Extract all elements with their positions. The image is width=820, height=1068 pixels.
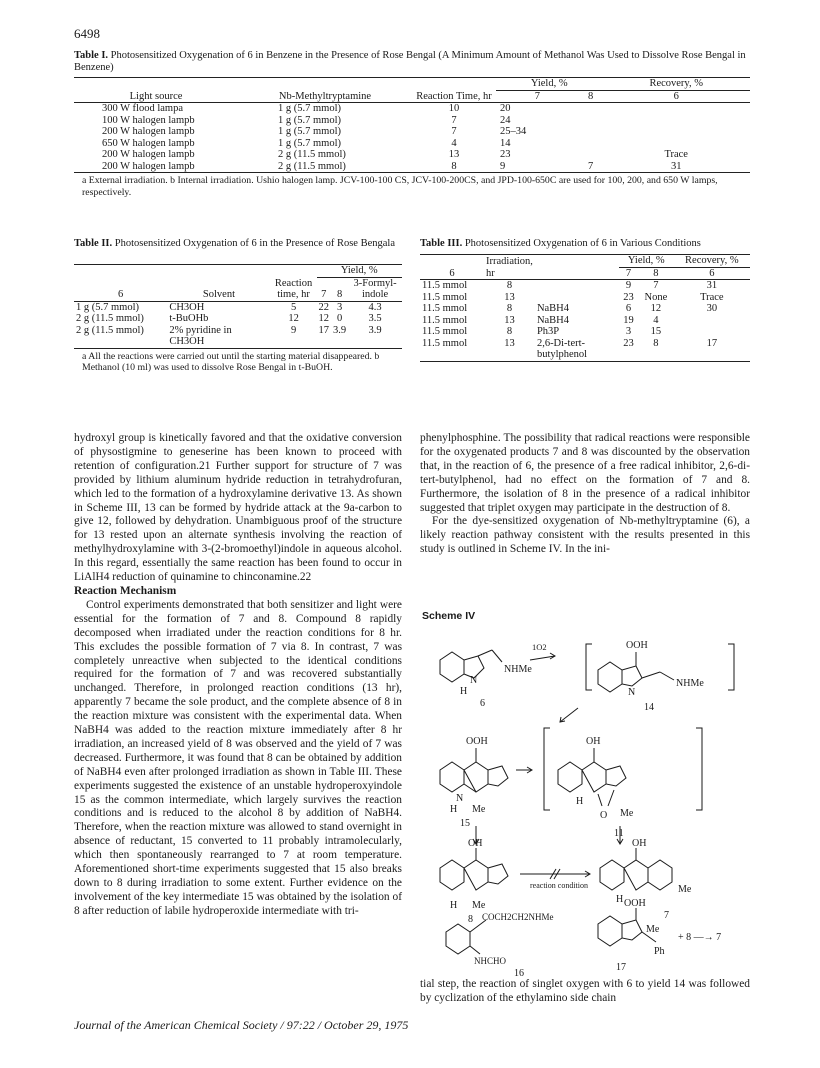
compound-11: 11 [614,828,624,839]
compound-7: 7 [664,910,669,921]
left-paragraph-2: Control experiments demonstrated that both sensitizer and light were essential for the formation of 7 and 8. Compound 8 rapidly decomposed when irradiated under the reaction conditions for 8 hr. This excludes the possible formation of 7 via 8. In contrast, 7 was completely unreactive when subjected to the identical conditions required for the formation of 7 and was recovered substantially unchanged. Therefore, in prolonged reaction conditions (13 hr), apparently 7 became the sole product, and the complete absence of 8 in the reaction mixture was consistent with the experimental data. When NaBH4 was added to the reaction mixture immediately after 8 hr irradiation, an increased yield of 8 was observed and the yield of 7 was decreased. Furthermore, it was found that 8 can be obtained by addition of NaBH4 even after prolonged irradiation as shown in Table III. These experiments suggested the existence of an unstable hydroperoxyindole 15 as the common intermediate, which largely survives the reaction conditions and is reduced to the alcohol 8 by addition of NaBH4. Therefore, when the reaction mixture was allowed to stand overnight in absence of reductant, 15 converted to 11 probably intramolecularly, which then spontaneously rearranged to 7 at room temperature. Aforementioned short-time experiments suggested that 15 also breaks down to 8 during irradiation to some extent. Further evidence on the involvement of the key intermediate 15 was obtained by the isolation of 8 after reduction of labile hydroperoxide intermediate with tri- [74,598,402,917]
table-row: 2 g (11.5 mmol) t-BuOHb 12 12 0 3.5 [76,313,382,324]
table-row: 300 W flood lampa 1 g (5.7 mmol) 10 20 [102,103,511,114]
table-row: 200 W halogen lampb 2 g (11.5 mmol) 8 9 7 31 [74,161,750,173]
table-row: 200 W halogen lampb 1 g (5.7 mmol) 7 25–34 [102,126,527,137]
t1-h-nb: Nb-Methyltryptamine [278,90,372,102]
left-paragraph-1: hydroxyl group is kinetically favored and that the oxidative conversion of physostigmine to geneserine has been known to proceed with retention of configuration.21 Further support for structure of 7 was provided by lithium aluminum hydride reduction in tetrahydrofuran, which led to the formation of a hydroxylamine derivative 13. As shown in Scheme III, 13 can be formed by hydride attack at the 9a-carbon to give 12, followed by dehydration. Unambiguous proof of the structure for 13 rested upon an alternate synthesis involving the reaction of methylhydroxylamine with 3-(2-bromoethyl)indole in aqueous alcohol. In this regard, essentially the same reaction has been found to occur in LiAlH4 reduction of quinamine to chinconamine.22 [74,432,402,584]
right-column-top [420,432,750,557]
scheme-label-o2: 1O2 [532,642,547,652]
scheme-label-me-11: Me [620,808,634,819]
scheme-iv [420,620,750,976]
table-row: 1 g (5.7 mmol) CH3OH 5 22 3 4.3 [76,301,382,313]
t3-h-recovery: Recovery, % [674,255,750,268]
table-row: 11.5 mmol 13 2,6-Di-tert-butylphenol 23 8 17 [420,338,750,362]
table1-grid [74,77,750,173]
t2-h-y7: 7 [321,289,327,300]
table3 [420,238,750,362]
table-row: 200 W halogen lampb 2 g (11.5 mmol) 13 23 Trace [102,149,688,160]
t1-h-r6: 6 [673,90,679,102]
scheme-label-h-11: H [576,796,584,807]
table1 [74,50,750,198]
table2-grid [74,264,402,349]
t3-h-y7: 7 [625,267,632,279]
scheme-title: Scheme IV [422,610,476,622]
scheme-label-me-17: Me [646,924,660,935]
compound-14: 14 [644,702,654,713]
t2-h-time: Reaction time, hr [274,277,313,300]
table-row: 100 W halogen lampb 1 g (5.7 mmol) 7 24 [102,114,511,126]
t3-h-y8: 8 [653,267,659,279]
table1-caption: Table I. Photosensitized Oxygenation of 6 in Benzene in the Presence of Rose Bengal (A Minimum Amount of Methanol Was Used to Dissolve Rose Bengal in Benzene) [74,50,746,73]
compound-8: 8 [468,914,473,925]
table-row: 11.5 mmol 13 23 None Trace [422,291,724,303]
compound-15: 15 [460,818,470,829]
scheme-label-oh-7: OH [632,838,647,849]
scheme-label-ph-17: Ph [654,946,665,957]
table-row: 11.5 mmol 8 Ph3P 3 15 [422,326,662,337]
table-row: 11.5 mmol 13 NaBH4 19 4 [422,314,659,326]
scheme-label-h-7: H [616,894,624,905]
t1-h-y8: 8 [587,90,594,102]
compound-17: 17 [616,962,626,973]
t1-h-y7: 7 [534,90,540,102]
page-number: 6498 [74,26,100,41]
scheme-label-ooh-15: OOH [466,736,488,747]
scheme-label-nhcho: NHCHO [474,956,507,966]
scheme-label-nhme: NHMe [504,664,532,675]
right-paragraph-2: For the dye-sensitized oxygenation of Nb-methyltryptamine (6), a likely reaction pathway consistent with the results presented in this study is outlined in Scheme IV. In the ini- [420,515,750,556]
journal-footer: Journal of the American Chemical Society / 97:22 / October 29, 1975 [74,1018,409,1032]
scheme-label-me-8: Me [472,900,486,911]
scheme-label-h-15: H [450,804,458,815]
scheme-label-oh-8: OH [468,838,483,849]
t2-h-6: 6 [118,289,124,300]
scheme-label-n-15: N [456,793,464,804]
scheme-label-h-8: H [450,900,458,911]
compound-6: 6 [480,698,485,709]
scheme-label-nhme-14: NHMe [676,678,704,689]
t2-h-yield: Yield, % [317,265,402,278]
scheme-label-n-14: N [628,687,636,698]
scheme-label-oh-11: OH [586,736,601,747]
right-column-bottom [420,978,750,1006]
scheme-label-o-11: O [600,810,608,821]
t3-h-r6: 6 [709,267,715,279]
t1-h-recovery: Recovery, % [602,78,750,91]
scheme-label-n: N [470,675,478,686]
table-row: 2 g (11.5 mmol) 2% pyridine in CH3OH 9 17 3.9 3.9 [74,325,402,349]
t2-h-solvent: Solvent [202,289,235,300]
table1-footnote: a External irradiation. b Internal irradiation. Ushio halogen lamp. JCV-100-100 CS, JCV-100-200CS, and JPD-100-650C are used for 100, 200, and 650 W lamps, respectively. [82,175,718,198]
scheme-label-h: H [460,686,468,697]
t3-h-6: 6 [449,267,455,279]
scheme-label-reaction-condition: reaction condition [530,881,588,890]
table2 [74,238,402,374]
t3-h-yield: Yield, % [619,255,674,268]
scheme-label-side16: COCH2CH2NHMe [482,912,554,922]
table2-caption: Table II. Photosensitized Oxygenation of 6 in the Presence of Rose Bengala [74,238,395,249]
table2-footnote: a All the reactions were carried out until the starting material disappeared. b Methanol (10 ml) was used to dissolve Rose Bengal in t-BuOH. [82,350,380,373]
table3-caption: Table III. Photosensitized Oxygenation of 6 in Various Conditions [420,238,701,249]
table-row: 650 W halogen lampb 1 g (5.7 mmol) 4 14 [102,137,511,149]
scheme-label-ooh-17: OOH [624,898,646,909]
table-row: 11.5 mmol 8 NaBH4 6 12 30 [422,303,718,314]
scheme-label-me-15: Me [472,804,486,815]
right-paragraph-1: phenylphosphine. The possibility that radical reactions were responsible for the oxygenated products 7 and 8 was discounted by the observation that, in the reaction of 6, the presence of a free radical inhibitor, 2,6-di-tert-butylphenol, had no effect on the formation of 7 and 8. Furthermore, the isolation of 8 in the presence of a radical inhibitor suggested that triplet oxygen may participate in the destruction of 8. [420,432,750,514]
left-column [74,432,402,919]
table-row: 11.5 mmol 8 9 7 31 [422,280,718,291]
t2-h-y8: 8 [336,289,343,300]
compound-16: 16 [514,968,524,976]
t2-h-formyl: 3-Formyl-indole [353,277,397,300]
scheme-label-me-7: Me [678,884,692,895]
scheme-label-plus: + 8 —→ 7 [678,932,722,943]
t1-h-light: Light source [129,90,183,102]
t1-h-yield: Yield, % [496,78,602,91]
section-heading: Reaction Mechanism [74,584,177,597]
table3-grid [420,254,750,362]
right-paragraph-3: tial step, the reaction of singlet oxygen with 6 to yield 14 was followed by cyclization of the ethylamino side chain [420,978,750,1004]
scheme-label-ooh-14: OOH [626,640,648,651]
t1-h-time: Reaction Time, hr [416,90,492,102]
t3-h-irr: Irradiation, hr [486,256,533,279]
